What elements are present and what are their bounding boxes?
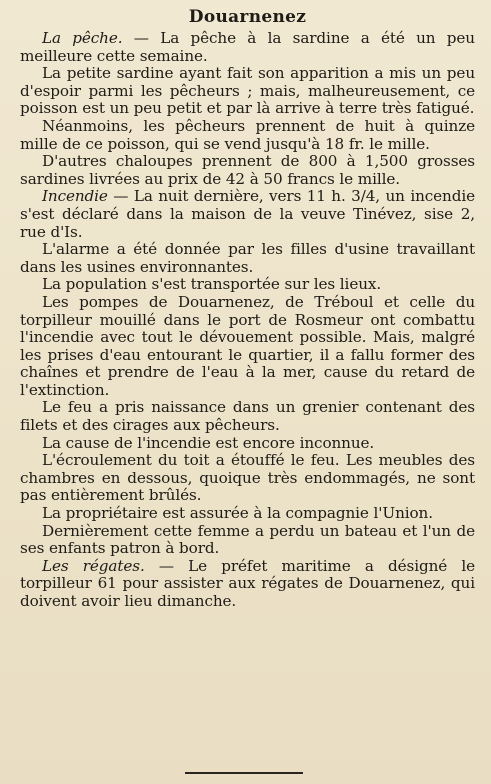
paragraph-text: — La nuit dernière, vers 11 h. 3/4, un incendie s'est déclaré dans la maison de la veuve Tinévez, sise 2, rue d'Is. — [20, 187, 475, 241]
paragraph: L'alarme a été donnée par les filles d'usine travaillant dans les usines environnantes. — [20, 240, 475, 276]
paragraph: Néanmoins, les pêcheurs prennent de huit à quinze mille de ce poisson, qui se vend jusqu'à 18 fr. le mille. — [20, 116, 475, 153]
paragraph: Le feu a pris naissance dans un grenier contenant des filets et des cirages aux pêcheurs. — [20, 398, 475, 435]
paragraph: D'autres chaloupes prennent de 800 à 1,500 grosses sardines livrées au prix de 42 à 50 francs le mille. — [20, 152, 475, 188]
article-title: Douarnenez — [188, 7, 307, 27]
paragraph-text: — Le préfet maritime a désigné le torpilleur 61 pour assister aux régates de Douarnenez, qui doivent avoir lieu dimanche. — [20, 556, 475, 610]
paragraph-peche-intro — [20, 30, 475, 65]
paragraph: Dernièrement cette femme a perdu un bateau et l'un de ses enfants patron à bord. — [20, 521, 475, 558]
section-lead-regates: Les régates. — [42, 556, 145, 575]
paragraph: L'écroulement du toit a étouffé le feu. Les meubles des chambres en dessous, quoique très endommagés, ne sont pas entièrement brûlés. — [20, 451, 475, 505]
end-rule — [185, 772, 303, 774]
paragraph-text: — La pêche à la sardine a été un peu meilleure cette semaine. — [20, 29, 475, 65]
paragraph: La population s'est transportée sur les lieux. — [42, 275, 382, 294]
paragraph: La propriétaire est assurée à la compagnie l'Union. — [42, 504, 433, 523]
paragraph: La cause de l'incendie est encore inconnue. — [42, 433, 375, 452]
paragraph-regates-intro — [20, 558, 475, 611]
section-lead-peche: La pêche. — [42, 29, 123, 47]
paragraph-incendie-intro — [20, 188, 475, 241]
paragraph: La petite sardine ayant fait son apparition a mis un peu d'espoir parmi les pêcheurs ; mais, malheureusement, ce poisson est un peu petit et par là arrive à terre très fatigué. — [20, 64, 475, 118]
section-lead-incendie: Incendie — [42, 187, 108, 206]
paragraph: Les pompes de Douarnenez, de Tréboul et celle du torpilleur mouillé dans le port de Rosmeur ont combattu l'incendie avec tout le dévouement possible. Mais, malgré les prises d'eau entourant le quartier, il a fallu former des chaînes et prendre de l'eau à la mer, cause du retard de l'extinction. — [20, 292, 475, 399]
